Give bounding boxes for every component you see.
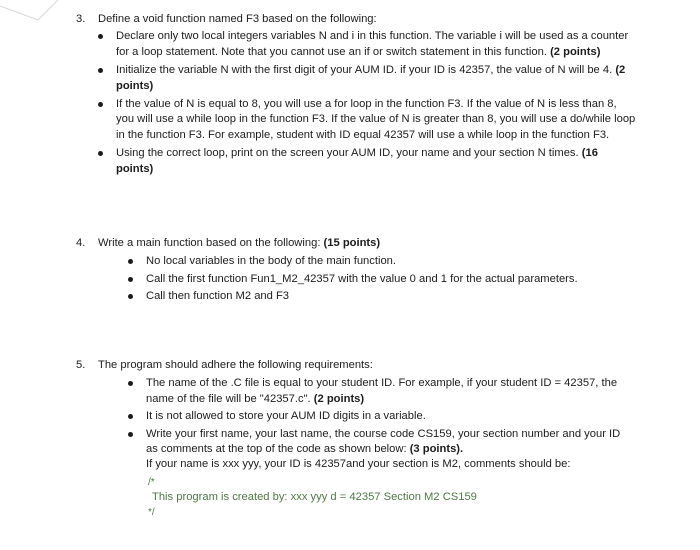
comment-close: */ — [148, 506, 155, 518]
item-text: Declare only two local integers variables N and i in this function. The variable i will be used as a counter for a loop statement. Note that you cannot use an if or switch statement in this function. — [116, 30, 629, 58]
requirement-list — [116, 29, 636, 177]
list-item — [146, 289, 621, 304]
item-text: Call then function M2 and F3 — [146, 290, 290, 303]
list-item — [146, 376, 626, 407]
list-item — [146, 427, 626, 520]
bullet-icon — [98, 34, 103, 39]
question-title: Define a void function named F3 based on the following: — [98, 13, 377, 25]
comment-instructions: If your name is xxx yyy, your ID is 42357and your section is M2, comments should be: — [146, 458, 571, 471]
list-item — [116, 29, 636, 60]
item-text: Initialize the variable N with the first digit of your AUM ID. if your ID is 42357, the value of N will be 4. — [116, 64, 613, 77]
bullet-icon — [128, 381, 133, 386]
comment-line: This program is created by: xxx yyy d = 42357 Section M2 CS159 — [152, 490, 477, 503]
question-title: Write a main function based on the following: — [98, 237, 321, 249]
requirement-list — [146, 376, 626, 519]
item-text: If the value of N is equal to 8, you will use a for loop in the function F3. If the value of N is less than 8, you will use a while loop in the function F3. If the value of N is greater than 8, you will use a do/while loop in the function F3. For example, student with ID equal 42357 will use a while loop in the function F3. — [116, 98, 636, 141]
item-text: No local variables in the body of the main function. — [146, 255, 396, 268]
list-item — [146, 272, 621, 287]
list-item — [116, 146, 636, 177]
question-title: The program should adhere the following requirements: — [98, 359, 373, 371]
item-text: Call the first function Fun1_M2_42357 with the value 0 and 1 for the actual parameters. — [146, 272, 578, 285]
points-label: (3 points). — [409, 443, 464, 456]
points-label: (15 points) — [323, 237, 381, 249]
question-number: 5. — [76, 359, 86, 371]
bullet-icon — [128, 277, 133, 282]
item-text: Write your first name, your last name, the course code CS159, your section number and your ID as comments at the top of the code as shown below: — [146, 427, 621, 456]
bullet-icon — [128, 294, 133, 299]
question-3 — [76, 12, 636, 180]
bullet-icon — [98, 68, 103, 73]
list-item — [146, 254, 621, 269]
question-number: 4. — [76, 237, 86, 249]
item-text: The name of the .C file is equal to your student ID. For example, if your student ID = 42357, the name of the file will be "42357.c". — [146, 377, 618, 405]
points-label: (2 points) — [116, 64, 626, 92]
bullet-icon — [98, 102, 103, 107]
bullet-icon — [128, 259, 133, 264]
points-label: (2 points) — [550, 45, 601, 58]
item-text: It is not allowed to store your AUM ID digits in a variable. — [146, 410, 426, 423]
list-item — [146, 409, 626, 424]
bullet-icon — [98, 151, 103, 156]
comment-open: /* — [148, 476, 155, 488]
bullet-icon — [128, 432, 133, 437]
points-label: (16 points) — [116, 147, 598, 175]
requirement-list — [146, 254, 621, 304]
points-label: (2 points) — [313, 392, 365, 405]
bullet-icon — [128, 414, 133, 419]
question-number: 3. — [76, 13, 86, 25]
question-4 — [76, 236, 636, 307]
question-5 — [76, 358, 636, 522]
item-text: Using the correct loop, print on the screen your AUM ID, your name and your section N times. — [116, 147, 579, 160]
list-item — [116, 97, 636, 143]
list-item — [116, 63, 636, 94]
corner-fold-mark — [0, 0, 60, 30]
code-comment-example — [146, 475, 626, 520]
